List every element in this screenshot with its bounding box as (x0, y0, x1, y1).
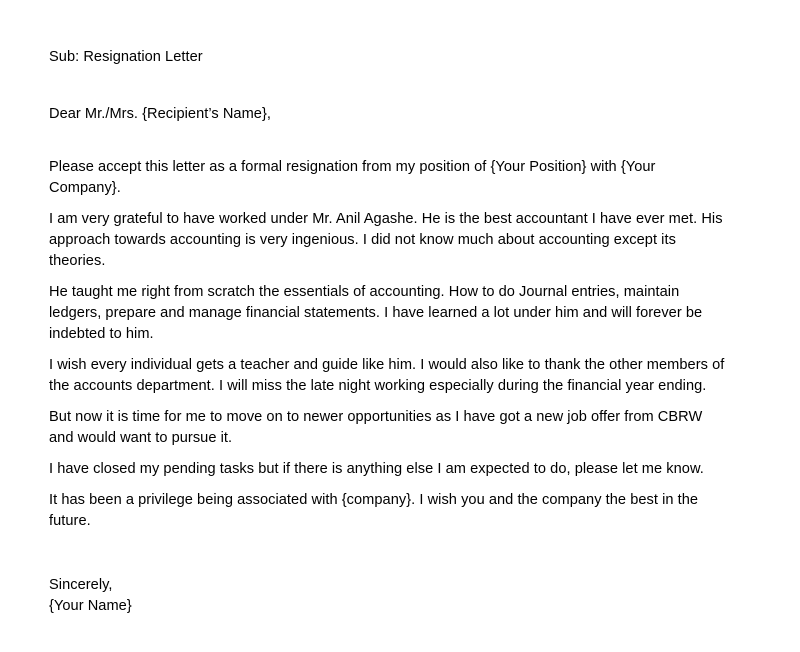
paragraph-new-opportunity (49, 407, 774, 449)
paragraph-line: I have closed my pending tasks but if there is anything else I am expected to do, please let me know. (49, 461, 704, 477)
paragraph-line: and would want to pursue it. (49, 430, 233, 446)
paragraph-line: Company}. (49, 180, 121, 196)
paragraph-line: It has been a privilege being associated with {company}. I wish you and the company the best in the (49, 492, 699, 508)
paragraph-line: approach towards accounting is very ingenious. I did not know much about accounting except its (49, 232, 676, 248)
paragraph-line: ledgers, prepare and manage financial statements. I have learned a lot under him and will forever be (49, 305, 703, 321)
subject-line: Sub: Resignation Letter (49, 49, 203, 65)
paragraph-line: future. (49, 513, 91, 529)
signature: {Your Name} (49, 598, 132, 614)
paragraph-line: indebted to him. (49, 326, 154, 342)
paragraph-line: Please accept this letter as a formal resignation from my position of {Your Position} with {Your (49, 159, 656, 175)
paragraph-line: I wish every individual gets a teacher and guide like him. I would also like to thank the other members of (49, 357, 725, 373)
paragraph-mentorship (49, 282, 774, 345)
paragraph-pending-tasks (49, 459, 774, 480)
paragraph-line: He taught me right from scratch the essentials of accounting. How to do Journal entries, maintain (49, 284, 680, 300)
paragraph-gratitude (49, 209, 774, 272)
paragraph-resignation (49, 157, 774, 199)
paragraph-line: the accounts department. I will miss the late night working especially during the financial year ending. (49, 378, 707, 394)
paragraph-line: I am very grateful to have worked under Mr. Anil Agashe. He is the best accountant I have ever met. His (49, 211, 723, 227)
paragraph-closing-wishes (49, 490, 774, 532)
salutation: Dear Mr./Mrs. {Recipient’s Name}, (49, 106, 271, 122)
resignation-letter (49, 47, 774, 617)
closing: Sincerely, (49, 577, 113, 593)
paragraph-line: But now it is time for me to move on to newer opportunities as I have got a new job offer from CBRW (49, 409, 703, 425)
paragraph-line: theories. (49, 253, 106, 269)
paragraph-thanks (49, 355, 774, 397)
